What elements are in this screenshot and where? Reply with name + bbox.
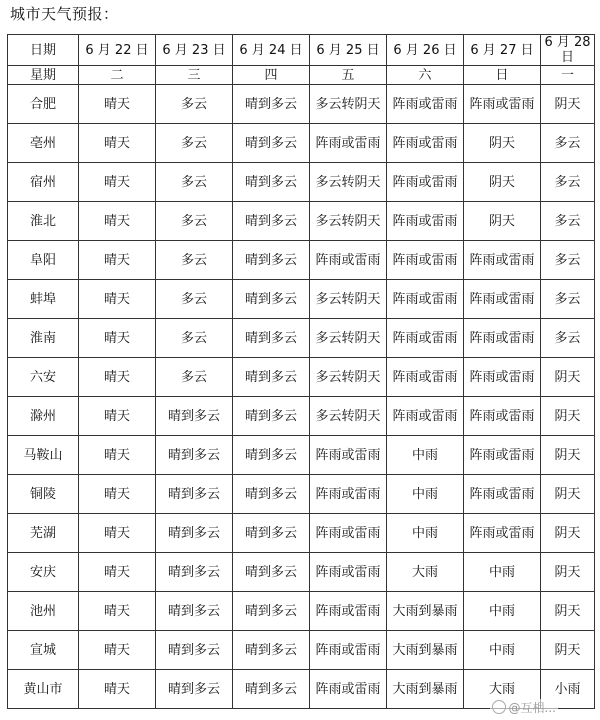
forecast-cell: 晴到多云 bbox=[233, 280, 310, 319]
forecast-cell: 阵雨或雷雨 bbox=[387, 163, 464, 202]
forecast-cell: 大雨到暴雨 bbox=[387, 670, 464, 709]
table-row bbox=[8, 163, 595, 202]
city-name: 池州 bbox=[8, 592, 79, 631]
forecast-cell: 多云转阴天 bbox=[310, 202, 387, 241]
forecast-cell: 晴到多云 bbox=[156, 436, 233, 475]
forecast-cell: 阵雨或雷雨 bbox=[464, 85, 541, 124]
forecast-cell: 阵雨或雷雨 bbox=[387, 124, 464, 163]
forecast-cell: 多云 bbox=[541, 319, 595, 358]
forecast-cell: 晴到多云 bbox=[156, 670, 233, 709]
table-row bbox=[8, 436, 595, 475]
table-row bbox=[8, 241, 595, 280]
date-cell: 6 月 26 日 bbox=[387, 35, 464, 66]
forecast-cell: 小雨 bbox=[541, 670, 595, 709]
forecast-cell: 晴到多云 bbox=[233, 670, 310, 709]
forecast-cell: 多云转阴天 bbox=[310, 319, 387, 358]
forecast-cell: 中雨 bbox=[464, 631, 541, 670]
forecast-cell: 多云 bbox=[156, 202, 233, 241]
forecast-cell: 阴天 bbox=[541, 592, 595, 631]
forecast-cell: 多云转阴天 bbox=[310, 397, 387, 436]
forecast-cell: 晴到多云 bbox=[156, 631, 233, 670]
forecast-cell: 阵雨或雷雨 bbox=[310, 631, 387, 670]
forecast-cell: 晴到多云 bbox=[156, 553, 233, 592]
table-row bbox=[8, 124, 595, 163]
date-cell: 6 月 22 日 bbox=[79, 35, 156, 66]
weekday-label: 星期 bbox=[8, 66, 79, 85]
forecast-cell: 晴到多云 bbox=[233, 475, 310, 514]
forecast-cell: 阴天 bbox=[541, 475, 595, 514]
city-name: 宿州 bbox=[8, 163, 79, 202]
forecast-cell: 阴天 bbox=[541, 553, 595, 592]
forecast-cell: 多云 bbox=[541, 124, 595, 163]
forecast-cell: 晴到多云 bbox=[156, 475, 233, 514]
city-name: 淮北 bbox=[8, 202, 79, 241]
date-header-row bbox=[8, 35, 595, 66]
forecast-cell: 阴天 bbox=[541, 514, 595, 553]
forecast-cell: 中雨 bbox=[464, 553, 541, 592]
forecast-cell: 晴到多云 bbox=[156, 397, 233, 436]
table-row bbox=[8, 85, 595, 124]
weekday-row bbox=[8, 66, 595, 85]
city-name: 黄山市 bbox=[8, 670, 79, 709]
forecast-cell: 晴天 bbox=[79, 280, 156, 319]
date-cell: 6 月 24 日 bbox=[233, 35, 310, 66]
watermark-text: @互相... bbox=[508, 701, 556, 715]
date-cell: 6 月 28 日 bbox=[541, 35, 595, 66]
forecast-cell: 多云 bbox=[541, 280, 595, 319]
forecast-cell: 阴天 bbox=[464, 124, 541, 163]
forecast-cell: 阵雨或雷雨 bbox=[387, 241, 464, 280]
forecast-cell: 中雨 bbox=[387, 475, 464, 514]
forecast-cell: 阵雨或雷雨 bbox=[310, 514, 387, 553]
forecast-cell: 阵雨或雷雨 bbox=[464, 436, 541, 475]
forecast-cell: 多云 bbox=[156, 358, 233, 397]
forecast-cell: 中雨 bbox=[387, 436, 464, 475]
forecast-cell: 阵雨或雷雨 bbox=[387, 280, 464, 319]
table-row bbox=[8, 631, 595, 670]
forecast-cell: 晴天 bbox=[79, 631, 156, 670]
forecast-cell: 阴天 bbox=[464, 202, 541, 241]
forecast-cell: 晴天 bbox=[79, 163, 156, 202]
forecast-cell: 阵雨或雷雨 bbox=[464, 397, 541, 436]
forecast-cell: 晴到多云 bbox=[156, 514, 233, 553]
forecast-cell: 晴天 bbox=[79, 319, 156, 358]
forecast-cell: 晴天 bbox=[79, 397, 156, 436]
forecast-cell: 阵雨或雷雨 bbox=[310, 124, 387, 163]
forecast-cell: 阴天 bbox=[464, 163, 541, 202]
forecast-cell: 阵雨或雷雨 bbox=[464, 475, 541, 514]
city-name: 宣城 bbox=[8, 631, 79, 670]
forecast-cell: 晴到多云 bbox=[233, 85, 310, 124]
forecast-cell: 阵雨或雷雨 bbox=[387, 202, 464, 241]
table-row bbox=[8, 592, 595, 631]
city-name: 安庆 bbox=[8, 553, 79, 592]
city-name: 滁州 bbox=[8, 397, 79, 436]
forecast-cell: 阵雨或雷雨 bbox=[387, 319, 464, 358]
weekday-cell: 五 bbox=[310, 66, 387, 85]
table-row bbox=[8, 202, 595, 241]
forecast-cell: 多云 bbox=[541, 241, 595, 280]
page-title: 城市天气预报： bbox=[10, 5, 119, 23]
forecast-cell: 晴天 bbox=[79, 670, 156, 709]
forecast-cell: 多云 bbox=[541, 202, 595, 241]
weekday-cell: 日 bbox=[464, 66, 541, 85]
forecast-cell: 晴到多云 bbox=[156, 592, 233, 631]
forecast-cell: 阵雨或雷雨 bbox=[310, 553, 387, 592]
date-cell: 6 月 27 日 bbox=[464, 35, 541, 66]
forecast-cell: 晴到多云 bbox=[233, 241, 310, 280]
forecast-cell: 大雨到暴雨 bbox=[387, 592, 464, 631]
weekday-cell: 六 bbox=[387, 66, 464, 85]
forecast-cell: 晴到多云 bbox=[233, 397, 310, 436]
forecast-cell: 多云 bbox=[156, 85, 233, 124]
city-name: 合肥 bbox=[8, 85, 79, 124]
forecast-cell: 晴天 bbox=[79, 358, 156, 397]
table-row bbox=[8, 475, 595, 514]
weekday-cell: 二 bbox=[79, 66, 156, 85]
watermark bbox=[490, 699, 558, 716]
forecast-cell: 晴天 bbox=[79, 202, 156, 241]
table-row bbox=[8, 397, 595, 436]
city-name: 蚌埠 bbox=[8, 280, 79, 319]
forecast-cell: 阵雨或雷雨 bbox=[310, 241, 387, 280]
forecast-cell: 多云 bbox=[156, 319, 233, 358]
forecast-cell: 阴天 bbox=[541, 85, 595, 124]
forecast-cell: 阵雨或雷雨 bbox=[310, 436, 387, 475]
weekday-cell: 一 bbox=[541, 66, 595, 85]
forecast-cell: 晴到多云 bbox=[233, 163, 310, 202]
city-name: 铜陵 bbox=[8, 475, 79, 514]
forecast-cell: 晴到多云 bbox=[233, 202, 310, 241]
forecast-cell: 大雨 bbox=[387, 553, 464, 592]
date-cell: 6 月 25 日 bbox=[310, 35, 387, 66]
weekday-cell: 三 bbox=[156, 66, 233, 85]
forecast-cell: 阵雨或雷雨 bbox=[464, 319, 541, 358]
city-name: 淮南 bbox=[8, 319, 79, 358]
forecast-cell: 阵雨或雷雨 bbox=[310, 592, 387, 631]
table-row bbox=[8, 514, 595, 553]
forecast-cell: 晴天 bbox=[79, 241, 156, 280]
forecast-cell: 晴到多云 bbox=[233, 631, 310, 670]
date-cell: 6 月 23 日 bbox=[156, 35, 233, 66]
forecast-cell: 晴天 bbox=[79, 436, 156, 475]
forecast-cell: 大雨到暴雨 bbox=[387, 631, 464, 670]
forecast-cell: 多云转阴天 bbox=[310, 85, 387, 124]
weekday-cell: 四 bbox=[233, 66, 310, 85]
city-name: 亳州 bbox=[8, 124, 79, 163]
forecast-cell: 阵雨或雷雨 bbox=[464, 280, 541, 319]
forecast-cell: 晴天 bbox=[79, 85, 156, 124]
forecast-cell: 中雨 bbox=[464, 592, 541, 631]
forecast-cell: 阵雨或雷雨 bbox=[387, 85, 464, 124]
forecast-table bbox=[7, 34, 595, 709]
forecast-cell: 大雨 bbox=[464, 670, 541, 709]
forecast-cell: 多云 bbox=[156, 280, 233, 319]
table-row bbox=[8, 280, 595, 319]
weibo-logo-icon bbox=[492, 700, 506, 714]
forecast-cell: 多云 bbox=[541, 163, 595, 202]
forecast-cell: 阴天 bbox=[541, 397, 595, 436]
forecast-cell: 阴天 bbox=[541, 631, 595, 670]
table-row bbox=[8, 553, 595, 592]
table-row bbox=[8, 319, 595, 358]
date-header-label: 日期 bbox=[8, 35, 79, 66]
forecast-cell: 晴天 bbox=[79, 553, 156, 592]
forecast-cell: 晴到多云 bbox=[233, 592, 310, 631]
forecast-cell: 阵雨或雷雨 bbox=[310, 670, 387, 709]
forecast-cell: 晴天 bbox=[79, 514, 156, 553]
forecast-cell: 晴到多云 bbox=[233, 358, 310, 397]
forecast-cell: 晴到多云 bbox=[233, 319, 310, 358]
forecast-cell: 晴到多云 bbox=[233, 124, 310, 163]
table-row bbox=[8, 358, 595, 397]
forecast-cell: 阵雨或雷雨 bbox=[464, 358, 541, 397]
forecast-cell: 多云转阴天 bbox=[310, 358, 387, 397]
forecast-cell: 晴到多云 bbox=[233, 514, 310, 553]
forecast-cell: 晴到多云 bbox=[233, 553, 310, 592]
forecast-cell: 阴天 bbox=[541, 358, 595, 397]
forecast-cell: 晴天 bbox=[79, 592, 156, 631]
forecast-cell: 多云转阴天 bbox=[310, 163, 387, 202]
forecast-cell: 晴天 bbox=[79, 124, 156, 163]
forecast-cell: 阵雨或雷雨 bbox=[387, 397, 464, 436]
forecast-cell: 多云转阴天 bbox=[310, 280, 387, 319]
forecast-cell: 阵雨或雷雨 bbox=[464, 514, 541, 553]
forecast-cell: 多云 bbox=[156, 163, 233, 202]
forecast-cell: 中雨 bbox=[387, 514, 464, 553]
forecast-cell: 多云 bbox=[156, 124, 233, 163]
city-name: 阜阳 bbox=[8, 241, 79, 280]
forecast-cell: 晴天 bbox=[79, 475, 156, 514]
forecast-cell: 阵雨或雷雨 bbox=[310, 475, 387, 514]
forecast-cell: 晴到多云 bbox=[233, 436, 310, 475]
forecast-cell: 阴天 bbox=[541, 436, 595, 475]
city-name: 马鞍山 bbox=[8, 436, 79, 475]
city-name: 六安 bbox=[8, 358, 79, 397]
forecast-cell: 阵雨或雷雨 bbox=[464, 241, 541, 280]
forecast-cell: 阵雨或雷雨 bbox=[387, 358, 464, 397]
city-name: 芜湖 bbox=[8, 514, 79, 553]
forecast-cell: 多云 bbox=[156, 241, 233, 280]
